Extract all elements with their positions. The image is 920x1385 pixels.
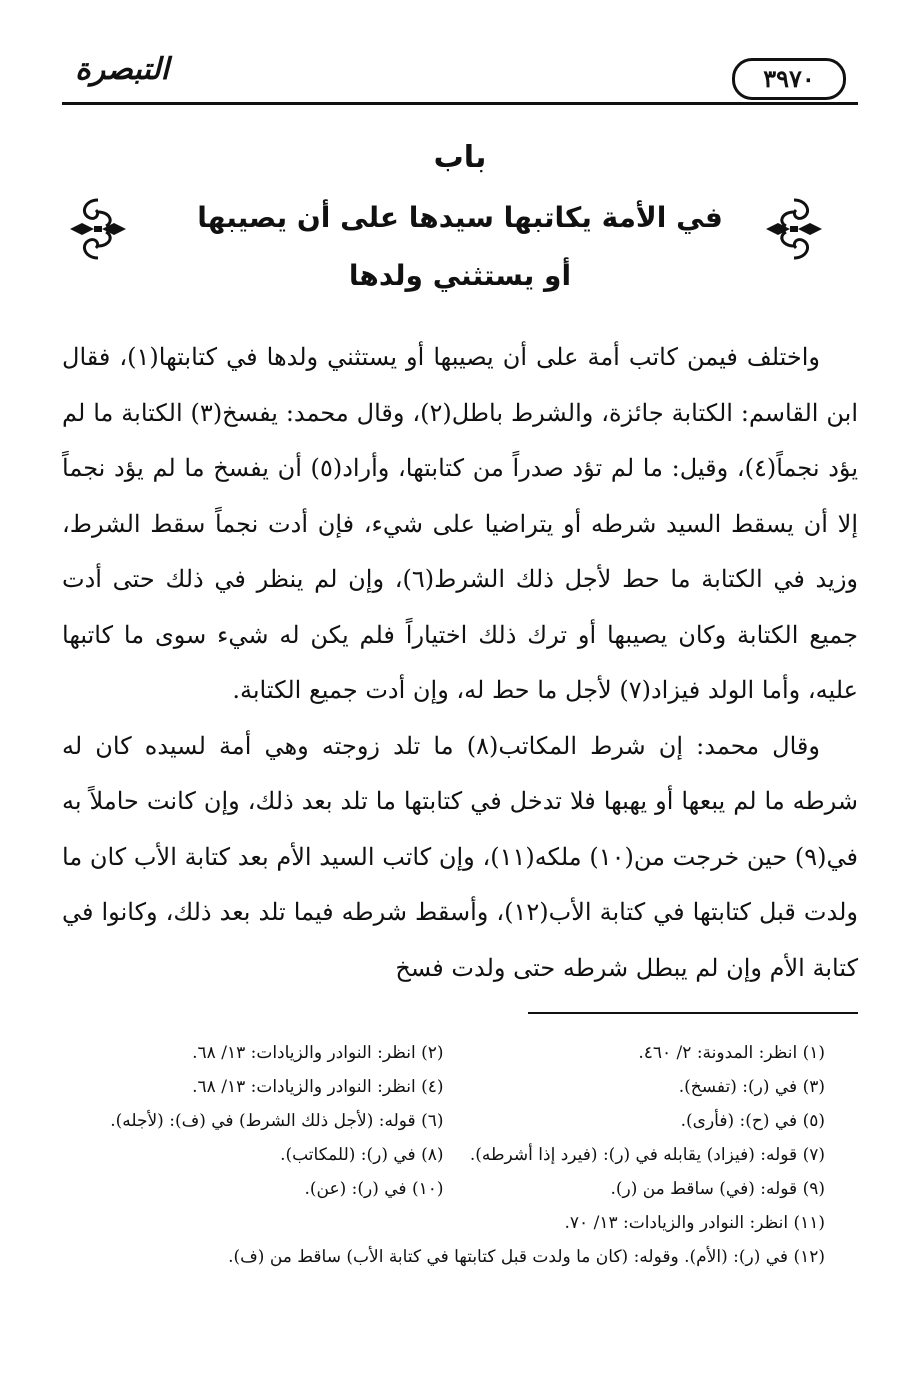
footnote-row <box>62 1172 825 1206</box>
running-title: التبصرة <box>75 52 169 87</box>
footnotes <box>62 1036 825 1274</box>
footnote: (١٠) في (ر): (عن). <box>304 1179 444 1199</box>
header-rule <box>62 102 858 105</box>
page-header <box>62 50 858 110</box>
footnote: (٣) في (ر): (تفسخ). <box>678 1077 825 1097</box>
footnote-row <box>62 1036 825 1070</box>
footnote: (٦) قوله: (لأجل ذلك الشرط) في (ف): (لأجله). <box>110 1111 444 1131</box>
footnote-separator <box>528 1012 858 1014</box>
footnote-row <box>62 1070 825 1104</box>
chapter-title-line-2: أو يستثني ولدها <box>348 259 572 292</box>
paragraph: واختلف فيمن كاتب أمة على أن يصيبها أو يستثني ولدها في كتابتها(١)، فقال ابن القاسم: الكتابة جائزة، والشرط باطل(٢)، وقال محمد: يفسخ(٣) الكتابة ما لم يؤد نجماً(٤)، وقيل: ما لم تؤد صدراً من كتابتها، وأراد(٥) أن يفسخ ما لم يؤد نجماً إلا أن يسقط السيد شرطه أو يتراضيا على شيء، فإن أدت نجماً سقط الشرط، وزيد في الكتابة ما حط لأجل ذلك الشرط(٦)، وإن لم ينظر في ذلك حتى أدت جميع الكتابة وكان يصيبها أو ترك ذلك اختياراً فلم يكن له شيء سوى ما كاتبها عليه، وأما الولد فيزاد(٧) لأجل ما حط له، وإن أدت جميع الكتابة. <box>62 343 859 704</box>
footnote: (٩) قوله: (في) ساقط من (ر). <box>610 1179 825 1199</box>
main-text <box>62 330 858 996</box>
paragraph: وقال محمد: إن شرط المكاتب(٨) ما تلد زوجته وهي أمة لسيده كان له شرطه ما لم يبعها أو يهبها فلا تدخل في كتابتها ما تلد بعد ذلك، وإن كانت حاملاً به في(٩) حين خرجت من(١٠) ملكه(١١)، وإن كاتب السيد الأم بعد كتابة الأب كان ما ولدت قبل كتابتها في كتابة الأب(١٢)، وأسقط شرطه فيما تلد بعد ذلك، وكانوا في كتابة الأم وإن لم يبطل شرطه حتى ولدت فسخ <box>62 731 859 982</box>
chapter-label: باب <box>433 140 487 175</box>
chapter-heading <box>62 140 858 305</box>
footnote: (٥) في (ح): (فأرى). <box>680 1111 825 1131</box>
footnote: (١٢) في (ر): (الأم). وقوله: (كان ما ولدت قبل كتابتها في كتابة الأب) ساقط من (ف). <box>228 1247 825 1267</box>
footnote: (٢) انظر: النوادر والزيادات: ١٣/ ٦٨. <box>192 1043 444 1063</box>
chapter-title-line-1: في الأمة يكاتبها سيدها على أن يصيبها <box>197 201 723 234</box>
footnote: (٨) في (ر): (للمكاتب). <box>280 1145 444 1165</box>
page-number: ٣٩٧٠ <box>732 58 846 100</box>
footnote: (٤) انظر: النوادر والزيادات: ١٣/ ٦٨. <box>192 1077 444 1097</box>
footnote: (١) انظر: المدونة: ٢/ ٤٦٠. <box>638 1043 825 1063</box>
footnote-row <box>62 1104 825 1138</box>
footnote: (١١) انظر: النوادر والزيادات: ١٣/ ٧٠. <box>564 1213 825 1233</box>
footnote-row <box>62 1138 825 1172</box>
footnote: (٧) قوله: (فيزاد) يقابله في (ر): (فيرد إذا أشرطه). <box>469 1145 825 1165</box>
